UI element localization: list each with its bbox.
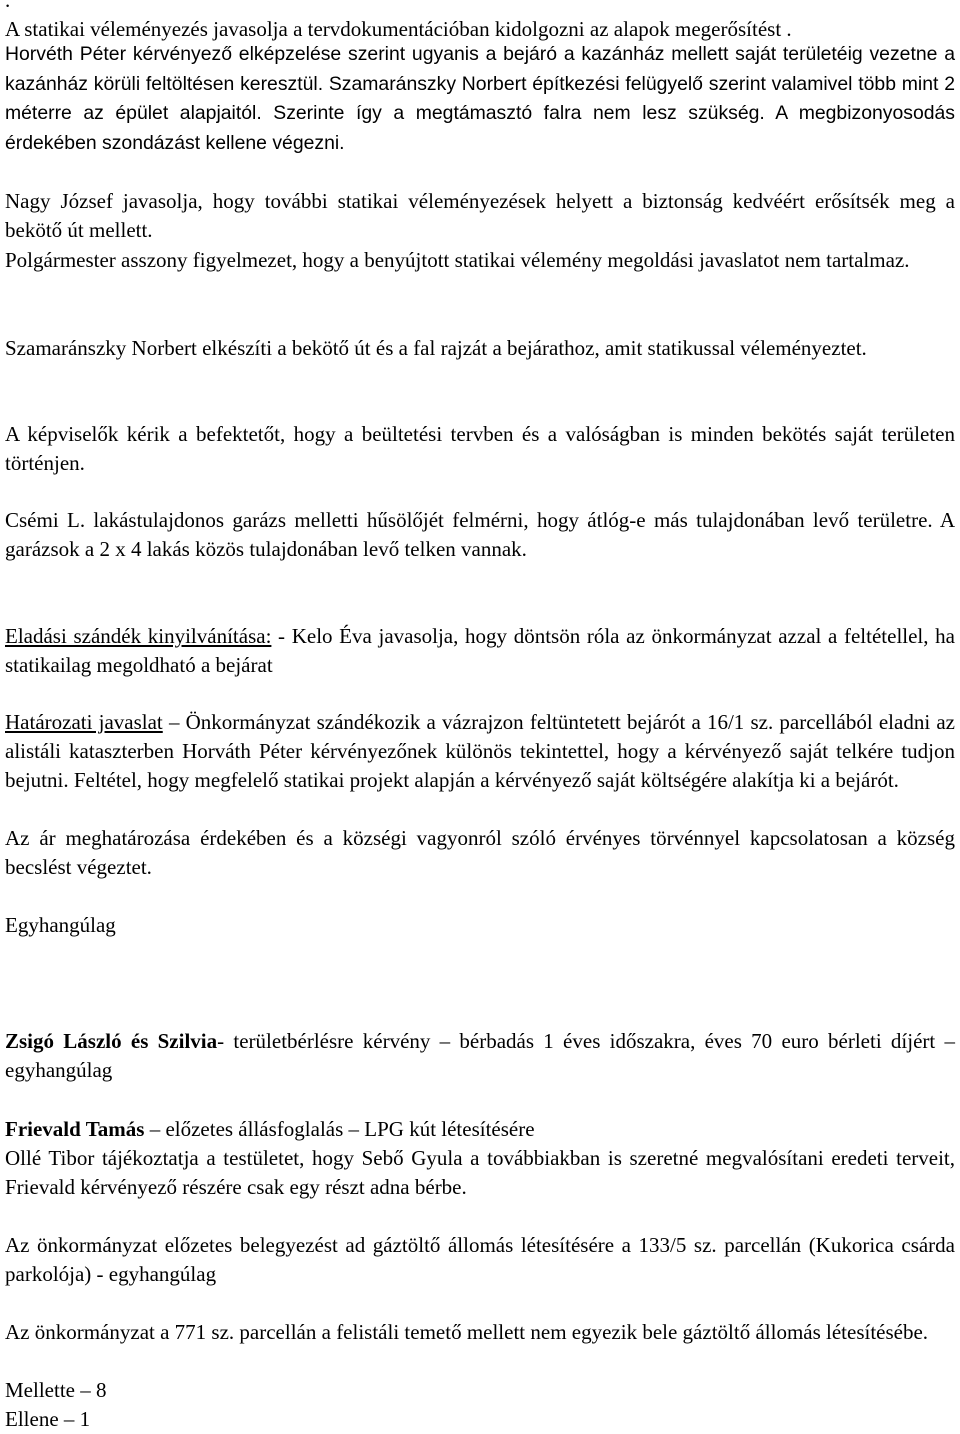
frievald-text: – előzetes állásfoglalás – LPG kút létesítésére (144, 1117, 535, 1141)
paragraph-kepviselok: A képviselők kérik a befektetőt, hogy a beültetési tervben és a valóságban is minden bekötés saját területen történjen. (5, 422, 955, 475)
paragraph-egyhangulag: Egyhangúlag (5, 913, 116, 937)
paragraph-nagy-jozsef: Nagy József javasolja, hogy további statikai véleményezések helyett a biztonság kedvéért erősítsék meg a bekötő út mellett. (5, 189, 955, 242)
leading-dot: . (5, 0, 11, 12)
paragraph-hatarozati-javaslat (5, 708, 955, 795)
paragraph-polgarmester: Polgármester asszony figyelmezet, hogy a benyújtott statikai vélemény megoldási javaslatot nem tartalmaz. (5, 248, 910, 272)
hatarozati-javaslat-label: Határozati javaslat (5, 710, 163, 734)
paragraph-zsigo (5, 1027, 955, 1085)
zsigo-name: Zsigó László és Szilvia (5, 1029, 218, 1053)
hatarozati-javaslat-text: – Önkormányzat szándékozik a vázrajzon feltüntetett bejárót a 16/1 sz. parcellából eladni az alistáli kataszterben Horváth Péter kérvényezőnek különös tekintettel, hogy a kérvényező saját telkére tudjon bejutni. Feltétel, hogy megfelelő statikai projekt alapján a kérvényező saját költségére alakítja ki a bejárót. (5, 710, 955, 792)
paragraph-statikai-line1: A statikai véleményezés javasolja a tervdokumentációban kidolgozni az alapok megerősítést . (5, 17, 792, 41)
paragraph-olle-tibor: Ollé Tibor tájékoztatja a testületet, hogy Sebő Gyula a továbbiakban is szeretné megvalósítani eredeti terveit, Frievald kérvényező részére csak egy részt adna bérbe. (5, 1146, 955, 1199)
eladasi-szandek-label: Eladási szándék kinyilvánítása: (5, 624, 272, 648)
vote-ellene: Ellene – 1 (5, 1407, 91, 1431)
vote-mellette: Mellette – 8 (5, 1378, 107, 1402)
paragraph-csemi: Csémi L. lakástulajdonos garázs melletti hűsölőjét felmérni, hogy átlóg-e más tulajdonában levő területre. A garázsok a 2 x 4 lakás közös tulajdonában levő telken vannak. (5, 508, 955, 561)
paragraph-771-parcella: Az önkormányzat a 771 sz. parcellán a felistáli temető mellett nem egyezik bele gáztöltő állomás létesítésébe. (5, 1320, 929, 1344)
eladasi-szandek-text: - Kelo Éva javasolja, hogy döntsön róla az önkormányzat azzal a feltétellel, ha statikailag megoldható a bejárat (5, 624, 955, 677)
paragraph-ar-meghatarozasa: Az ár meghatározása érdekében és a községi vagyonról szóló érvényes törvénnyel kapcsolatosan a község becslést végeztet. (5, 826, 955, 879)
paragraph-elozetes-belegyezes: Az önkormányzat előzetes belegyezést ad gáztöltő állomás létesítésére a 133/5 sz. parcellán (Kukorica csárda parkolója) - egyhangúlag (5, 1233, 955, 1286)
zsigo-text: - területbérlésre kérvény – bérbadás 1 éves időszakra, éves 70 euro bérleti díjért – egyhangúlag (5, 1029, 955, 1082)
paragraph-szamaranszky: Szamaránszky Norbert elkészíti a bekötő út és a fal rajzát a bejárathoz, amit statikussal véleményeztet. (5, 336, 867, 360)
paragraph-frievald (5, 1115, 955, 1144)
frievald-name: Frievald Tamás (5, 1117, 145, 1141)
paragraph-horvath: Horvéth Péter kérvényező elképzelése szerint ugyanis a bejáró a kazánház mellett saját területéig vezetne a kazánház körüli feltöltésen keresztül. Szamaránszky Norbert építkezési felügyelő szerint valamivel több mint 2 méterre az épület alapjaitól. Szerinte így a megtámasztó falra nem lesz szükség. A megbizonyosodás érdekében szondázást kellene végezni. (5, 43, 955, 154)
paragraph-eladasi-szandek (5, 622, 955, 680)
